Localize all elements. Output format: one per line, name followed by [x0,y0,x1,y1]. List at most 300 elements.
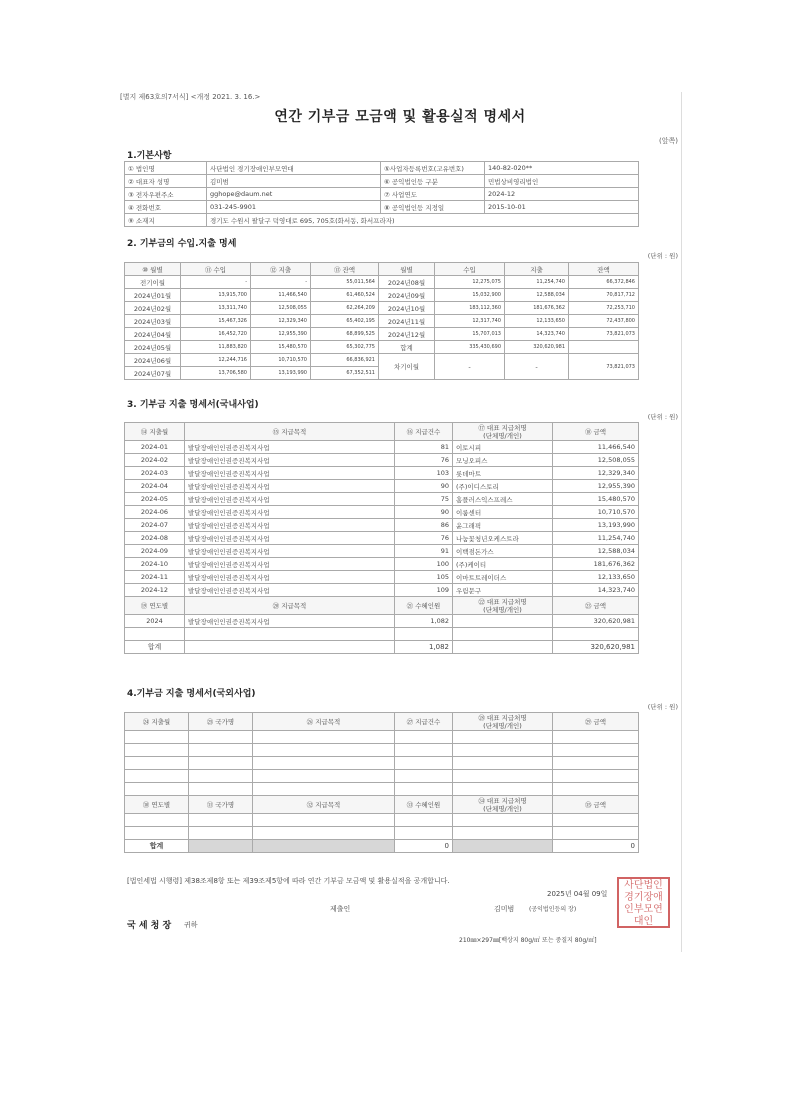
month-cell: 2024년04월 [125,328,181,341]
field-label: ⑦ 사업연도 [381,188,485,201]
month-cell: 2024-07 [125,519,185,532]
payee-cell: 이백점돈가스 [453,545,553,558]
table-row [125,558,639,571]
month-cell: 2024-08 [125,532,185,545]
shaded-cell [253,840,395,853]
recipient-suffix: 귀하 [184,921,198,929]
payee-header-sub: (단체명/개인) [483,605,522,614]
column-header: 월별 [379,263,435,276]
empty-cell [553,757,639,770]
table-row [125,201,639,214]
amount-cell: 13,193,990 [553,519,639,532]
total-amount: 320,620,981 [553,641,639,654]
empty-cell [125,731,189,744]
income-cell: 15,467,326 [181,315,251,328]
field-value: 031-245-9901 [207,201,381,214]
year-cell: 2024 [125,615,185,628]
empty-cell [125,783,189,796]
table-row [125,276,639,289]
month-cell: 2024년02월 [125,302,181,315]
field-value: gghope@daum.net [207,188,381,201]
field-value: 2024-12 [485,188,639,201]
amount-cell: 15,480,570 [553,493,639,506]
expense-cell: 11,254,740 [505,276,569,289]
table-row [125,615,639,628]
table-row [125,480,639,493]
section3-unit: (단위 : 원) [647,413,678,421]
payee-cell: 롯데마트 [453,467,553,480]
column-header: ⑪ 수입 [181,263,251,276]
expense-cell: 15,480,570 [251,341,311,354]
purpose-cell: 발달장애인인권증진복지사업 [185,571,395,584]
month-cell: 2024-01 [125,441,185,454]
field-value: 김미범 [207,175,381,188]
empty-cell [189,757,253,770]
count-cell: 86 [395,519,453,532]
balance-cell: 62,264,209 [311,302,379,315]
empty-cell [189,731,253,744]
table-cell [185,628,395,641]
empty-cell [553,731,639,744]
column-header: ⑱ 금액 [553,423,639,441]
payee-cell: 나눔꽃청년오케스트라 [453,532,553,545]
payee-cell: 이룸센터 [453,506,553,519]
income-cell: 13,915,700 [181,289,251,302]
table-row [125,302,639,315]
field-label: ⑥ 공익법인등 구분 [381,175,485,188]
expense-cell: - [251,276,311,289]
page-side: (앞쪽) [659,137,678,145]
table-row [125,814,639,827]
scan-edge-line [681,92,682,952]
column-header: ⑫ 지출 [251,263,311,276]
balance-cell: 68,899,525 [311,328,379,341]
table-row [125,493,639,506]
shaded-cell [189,840,253,853]
table-cell [453,628,553,641]
empty-cell [395,744,453,757]
empty-cell [253,814,395,827]
count-cell: 103 [395,467,453,480]
count-cell: 76 [395,532,453,545]
empty-cell [125,827,189,840]
column-header: ㉝ 수혜인원 [395,796,453,814]
expense-cell: 12,588,034 [505,289,569,302]
empty-cell [253,757,395,770]
empty-cell [553,744,639,757]
column-header: ㉙ 금액 [553,713,639,731]
expense-cell: 11,466,540 [251,289,311,302]
column-header: ⑲ 연도별 [125,597,185,615]
month-cell: 합계 [379,341,435,354]
column-header [453,423,553,441]
amount-cell: 12,588,034 [553,545,639,558]
empty-cell [453,783,553,796]
empty-cell [253,744,395,757]
balance-cell: 73,821,073 [569,328,639,341]
empty-cell [253,827,395,840]
income-cell: 11,883,820 [181,341,251,354]
payee-cell: 이마트트레이더스 [453,571,553,584]
income-cell: 13,311,740 [181,302,251,315]
purpose-cell: 발달장애인인권증진복지사업 [185,615,395,628]
purpose-cell: 발달장애인인권증진복지사업 [185,558,395,571]
month-cell: 2024-02 [125,454,185,467]
table-row [125,289,639,302]
carry-forward-label: 차기이월 [379,354,435,380]
expense-cell: 10,710,570 [251,354,311,367]
amount-cell: 181,676,362 [553,558,639,571]
purpose-cell: 발달장애인인권증진복지사업 [185,454,395,467]
income-cell: - [181,276,251,289]
field-value: 140-82-020** [485,162,639,175]
count-cell: 90 [395,480,453,493]
table-row [125,162,639,175]
expense-cell: 14,323,740 [505,328,569,341]
recipient: 국 세 청 장 [127,921,172,931]
count-cell: 76 [395,454,453,467]
column-header: 잔액 [569,263,639,276]
column-header: ⑯ 지급건수 [395,423,453,441]
expense-cell: 12,955,390 [251,328,311,341]
month-cell: 2024-11 [125,571,185,584]
table-row [125,796,639,814]
table-row [125,597,639,615]
payee-cell: (주)케이티 [453,558,553,571]
count-cell: 91 [395,545,453,558]
field-label: ⑧ 공익법인등 지정일 [381,201,485,214]
column-header: ㉔ 지출월 [125,713,189,731]
total-count: 0 [395,840,453,853]
table-row [125,840,639,853]
income-cell: 15,032,900 [435,289,505,302]
empty-cell [453,827,553,840]
purpose-cell: 발달장애인인권증진복지사업 [185,532,395,545]
carry-balance: 73,821,073 [569,354,639,380]
balance-cell: 65,402,195 [311,315,379,328]
empty-cell [125,744,189,757]
submitter-name: 김미범 [494,905,515,913]
payee-cell: 이토시피 [453,441,553,454]
table-row [125,757,639,770]
column-header: ⑭ 지출월 [125,423,185,441]
income-cell: 183,112,360 [435,302,505,315]
column-header: ⑬ 잔액 [311,263,379,276]
table-row [125,506,639,519]
field-label: ③ 전자우편주소 [125,188,207,201]
table-row [125,532,639,545]
section4-unit: (단위 : 원) [647,703,678,711]
table-row [125,641,639,654]
income-cell: 13,706,580 [181,367,251,380]
balance-cell: 66,836,921 [311,354,379,367]
amount-cell: 10,710,570 [553,506,639,519]
empty-cell [189,770,253,783]
table-row [125,454,639,467]
month-cell: 2024-10 [125,558,185,571]
payee-header-sub: (단체명/개인) [483,804,522,813]
payee-header: ㉘ 대표 지급처명 [478,713,527,722]
expense-cell: 181,676,362 [505,302,569,315]
income-cell: 12,244,716 [181,354,251,367]
purpose-cell: 발달장애인인권증진복지사업 [185,441,395,454]
overseas-expense-table [124,712,639,853]
month-cell: 2024년10월 [379,302,435,315]
balance-cell: 66,372,846 [569,276,639,289]
table-row [125,214,639,227]
amount-cell: 320,620,981 [553,615,639,628]
empty-cell [253,770,395,783]
payee-cell: 홈플러스익스프레스 [453,493,553,506]
total-label: 합계 [125,641,185,654]
empty-cell [395,814,453,827]
column-header: ㉕ 국가명 [189,713,253,731]
table-row [125,341,639,354]
empty-cell [253,731,395,744]
table-row [125,441,639,454]
empty-cell [453,770,553,783]
amount-cell: 14,323,740 [553,584,639,597]
balance-cell [569,341,639,354]
column-header [453,713,553,731]
paper-spec: 210㎜×297㎜[백상지 80g/㎡ 또는 중질지 80g/㎡] [459,937,597,944]
payee-cell: (주)이디스토리 [453,480,553,493]
empty-cell [125,770,189,783]
column-header: 수입 [435,263,505,276]
month-cell: 2024-09 [125,545,185,558]
column-header [453,597,553,615]
column-header: ⑮ 지급목적 [185,423,395,441]
income-cell: 16,452,720 [181,328,251,341]
balance-cell: 61,460,524 [311,289,379,302]
column-header: ⑳ 지급목적 [185,597,395,615]
table-cell [125,628,185,641]
payee-cell: 윤그래픽 [453,519,553,532]
empty-cell [189,783,253,796]
column-header: ⑩ 월별 [125,263,181,276]
purpose-cell: 발달장애인인권증진복지사업 [185,519,395,532]
table-row [125,328,639,341]
purpose-cell: 발달장애인인권증진복지사업 [185,480,395,493]
expense-cell: 12,508,055 [251,302,311,315]
empty-cell [189,827,253,840]
table-row [125,263,639,276]
empty-cell [395,770,453,783]
table-row [125,731,639,744]
payee-header-sub: (단체명/개인) [483,721,522,730]
table-row [125,770,639,783]
count-cell: 90 [395,506,453,519]
empty-cell [453,641,553,654]
table-row [125,744,639,757]
empty-cell [553,783,639,796]
column-header: ㉓ 금액 [553,597,639,615]
purpose-cell: 발달장애인인권증진복지사업 [185,506,395,519]
table-row [125,188,639,201]
month-cell: 2024-12 [125,584,185,597]
count-cell: 109 [395,584,453,597]
column-header: ㉜ 지급목적 [253,796,395,814]
income-expense-table [124,262,639,380]
count-cell: 105 [395,571,453,584]
count-cell: 100 [395,558,453,571]
column-header: 지출 [505,263,569,276]
payee-cell: 모닝오피스 [453,454,553,467]
expense-cell: 320,620,981 [505,341,569,354]
month-cell: 2024년11월 [379,315,435,328]
section1-title: 1.기본사항 [127,151,172,161]
empty-cell [125,757,189,770]
table-row [125,175,639,188]
count-cell: 75 [395,493,453,506]
empty-cell [553,814,639,827]
field-label: ① 법인명 [125,162,207,175]
column-header: ㉑ 수혜인원 [395,597,453,615]
month-cell: 2024년06월 [125,354,181,367]
field-value: 2015-10-01 [485,201,639,214]
field-label: ⑤사업자등록번호(고유번호) [381,162,485,175]
expense-cell: 12,133,650 [505,315,569,328]
amount-cell: 12,329,340 [553,467,639,480]
table-row [125,467,639,480]
balance-cell: 70,817,712 [569,289,639,302]
month-cell: 2024년05월 [125,341,181,354]
amount-cell: 11,254,740 [553,532,639,545]
submit-date: 2025년 04월 09일 [547,890,608,898]
balance-cell: 72,437,800 [569,315,639,328]
field-label: ② 대표자 성명 [125,175,207,188]
table-row [125,519,639,532]
month-cell: 2024년03월 [125,315,181,328]
form-number: [별지 제63호의7서식] <개정 2021. 3. 16.> [120,93,261,101]
payee-header: ㉞ 대표 지급처명 [478,796,527,805]
table-row [125,315,639,328]
official-seal-stamp: 사단법인 경기장애 인부모연 대인 [617,877,670,928]
balance-cell: 55,011,564 [311,276,379,289]
income-cell: 12,275,075 [435,276,505,289]
section2-unit: (단위 : 원) [647,252,678,260]
domestic-expense-table [124,422,639,654]
column-header [453,796,553,814]
field-value: 사단법인 경기장애인부모연대 [207,162,381,175]
empty-cell [395,827,453,840]
income-cell: 12,317,740 [435,315,505,328]
table-row [125,783,639,796]
amount-cell: 12,955,390 [553,480,639,493]
payee-header: ⑰ 대표 지급처명 [478,423,527,432]
column-header: ㉖ 지급목적 [253,713,395,731]
table-row [125,545,639,558]
empty-cell [189,814,253,827]
column-header: ㉚ 연도별 [125,796,189,814]
submitter-label: 제출인 [330,905,351,913]
submitter-title: (공익법인등의 장) [529,906,577,913]
balance-cell: 65,302,775 [311,341,379,354]
empty-cell [453,731,553,744]
column-header: ㉗ 지급건수 [395,713,453,731]
expense-cell: 13,193,990 [251,367,311,380]
shaded-cell [453,840,553,853]
purpose-cell: 발달장애인인권증진복지사업 [185,545,395,558]
field-label: ④ 전화번호 [125,201,207,214]
empty-cell [453,744,553,757]
count-cell: 81 [395,441,453,454]
table-row [125,713,639,731]
total-label: 합계 [125,840,189,853]
empty-cell [125,814,189,827]
count-cell: 1,082 [395,615,453,628]
empty-cell [553,827,639,840]
month-cell: 2024년08월 [379,276,435,289]
document-title: 연간 기부금 모금액 및 활용실적 명세서 [274,109,526,125]
total-amount: 0 [553,840,639,853]
month-cell: 2024년01월 [125,289,181,302]
empty-cell [185,641,395,654]
month-cell: 2024-05 [125,493,185,506]
month-cell: 전기이월 [125,276,181,289]
total-count: 1,082 [395,641,453,654]
purpose-cell: 발달장애인인권증진복지사업 [185,584,395,597]
month-cell: 2024년07월 [125,367,181,380]
purpose-cell: 발달장애인인권증진복지사업 [185,493,395,506]
payee-cell: 우림문구 [453,584,553,597]
empty-cell [553,770,639,783]
disclosure-notice: [법인세법 시행령] 제38조제8항 또는 제39조제5항에 따라 연간 기부금 모금액 및 활용실적을 공개합니다. [127,877,450,885]
field-value: 경기도 수원시 팔달구 덕영대로 695, 705호(화서동, 화서프라자) [207,214,639,227]
basic-info-table [124,161,639,227]
empty-cell [395,757,453,770]
purpose-cell: 발달장애인인권증진복지사업 [185,467,395,480]
section4-title: 4.기부금 지출 명세서(국외사업) [127,689,256,699]
expense-cell: 12,329,340 [251,315,311,328]
empty-cell [395,731,453,744]
column-header: ㉟ 금액 [553,796,639,814]
payee-cell [453,615,553,628]
section2-title: 2. 기부금의 수입.지출 명세 [127,239,237,249]
empty-cell [453,814,553,827]
table-cell [395,628,453,641]
carry-income: - [435,354,505,380]
table-row [125,628,639,641]
empty-cell [253,783,395,796]
table-row [125,354,639,367]
month-cell: 2024년12월 [379,328,435,341]
empty-cell [395,783,453,796]
table-row [125,423,639,441]
empty-cell [189,744,253,757]
empty-cell [453,757,553,770]
payee-header-sub: (단체명/개인) [483,431,522,440]
balance-cell: 67,352,511 [311,367,379,380]
field-value: 민법상비영리법인 [485,175,639,188]
balance-cell: 72,253,710 [569,302,639,315]
income-cell: 335,430,690 [435,341,505,354]
table-row [125,571,639,584]
section3-title: 3. 기부금 지출 명세서(국내사업) [127,400,259,410]
column-header: ㉛ 국가명 [189,796,253,814]
field-label: ⑨ 소재지 [125,214,207,227]
payee-header: ㉒ 대표 지급처명 [478,597,527,606]
carry-expense: - [505,354,569,380]
table-cell [553,628,639,641]
amount-cell: 12,133,650 [553,571,639,584]
month-cell: 2024-04 [125,480,185,493]
income-cell: 15,707,013 [435,328,505,341]
amount-cell: 11,466,540 [553,441,639,454]
table-row [125,584,639,597]
amount-cell: 12,508,055 [553,454,639,467]
table-row [125,827,639,840]
